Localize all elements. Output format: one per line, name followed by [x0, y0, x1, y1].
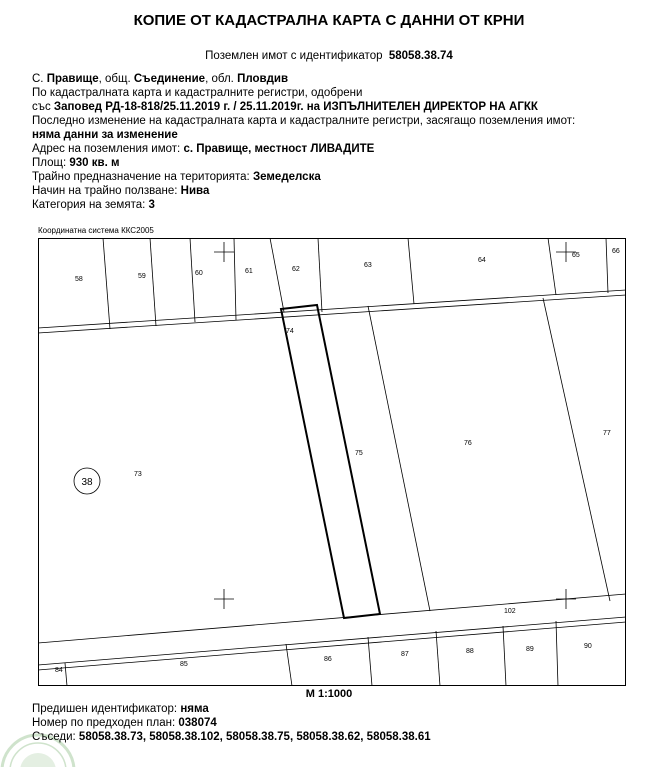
plot-label-87: 87 [401, 651, 409, 658]
area-value: 930 кв. м [69, 157, 120, 169]
cadastral-map [38, 238, 626, 686]
plot-label-64: 64 [478, 257, 486, 264]
map-scale: М 1:1000 [305, 688, 353, 700]
document-title: КОПИЕ ОТ КАДАСТРАЛНА КАРТА С ДАННИ ОТ КРНИ [133, 12, 525, 29]
plot-label-86: 86 [324, 656, 332, 663]
village-name: Правище [46, 73, 99, 85]
plot-label-88: 88 [466, 648, 474, 655]
identifier-value: 58058.38.74 [388, 50, 453, 62]
category-value: 3 [148, 199, 155, 211]
plot-label-59: 59 [138, 273, 146, 280]
purpose-line: Трайно предназначение на територията: Земеделска [32, 171, 321, 183]
last-change-value: няма данни за изменение [32, 129, 178, 141]
plot-label-76: 76 [464, 440, 472, 447]
previous-identifier-value: няма [180, 703, 209, 715]
address-value: с. Правище, местност ЛИВАДИТЕ [183, 143, 375, 155]
plot-label-89: 89 [526, 646, 534, 653]
last-change-line: Последно изменение на кадастралната карта и кадастралните регистри, засягащо поземления имот: [32, 115, 576, 127]
property-identifier-line [0, 50, 658, 62]
plot-label-65: 65 [572, 252, 580, 259]
identifier-label: Поземлен имот с идентификатор [205, 50, 383, 62]
plot-label-85: 85 [180, 661, 188, 668]
previous-plan-value: 038074 [178, 717, 217, 729]
neighbors-value: 58058.38.73, 58058.38.102, 58058.38.75, 58058.38.62, 58058.38.61 [78, 731, 431, 743]
plot-label-73: 73 [134, 471, 142, 478]
usage-line: Начин на трайно ползване: Нива [32, 185, 210, 197]
plot-label-102: 102 [504, 608, 516, 615]
plot-label-66: 66 [612, 248, 620, 255]
category-line: Категория на земята: 3 [32, 199, 155, 211]
plot-label-63: 63 [364, 262, 372, 269]
neighbors-line: Съседи: 58058.38.73, 58058.38.102, 58058.38.75, 58058.38.62, 58058.38.61 [32, 731, 431, 743]
plot-label-84: 84 [55, 667, 63, 674]
area-line: Площ: 930 кв. м [32, 157, 120, 169]
location-line: С. Правище, общ. Съединение, обл. Пловдив [32, 73, 289, 85]
approved-line: По кадастралната карта и кадастралните регистри, одобрени [32, 87, 363, 99]
plot-label-75: 75 [355, 450, 363, 457]
region-name: Пловдив [237, 73, 289, 85]
usage-value: Нива [180, 185, 210, 197]
plot-label-60: 60 [195, 270, 203, 277]
region-number: 38 [81, 477, 93, 488]
plot-label-90: 90 [584, 643, 592, 650]
address-line: Адрес на поземления имот: с. Правище, местност ЛИВАДИТЕ [32, 143, 375, 155]
plot-label-58: 58 [75, 276, 83, 283]
order-text: Заповед РД-18-818/25.11.2019 г. / 25.11.2019г. на ИЗПЪЛНИТЕЛЕН ДИРЕКТОР НА АГКК [53, 101, 538, 113]
plot-label-77: 77 [603, 430, 611, 437]
plot-label-61: 61 [245, 268, 253, 275]
coordinate-system-label: Координатна система ККС2005 [38, 226, 154, 235]
previous-identifier-line: Предишен идентификатор: няма [32, 703, 209, 715]
order-line: със Заповед РД-18-818/25.11.2019 г. / 25.11.2019г. на ИЗПЪЛНИТЕЛЕН ДИРЕКТОР НА АГКК [32, 101, 538, 113]
plot-label-74: 74 [286, 328, 294, 335]
municipality-name: Съединение [133, 73, 206, 85]
previous-plan-line: Номер по предходен план: 038074 [32, 717, 217, 729]
purpose-value: Земеделска [252, 171, 321, 183]
plot-label-62: 62 [292, 266, 300, 273]
